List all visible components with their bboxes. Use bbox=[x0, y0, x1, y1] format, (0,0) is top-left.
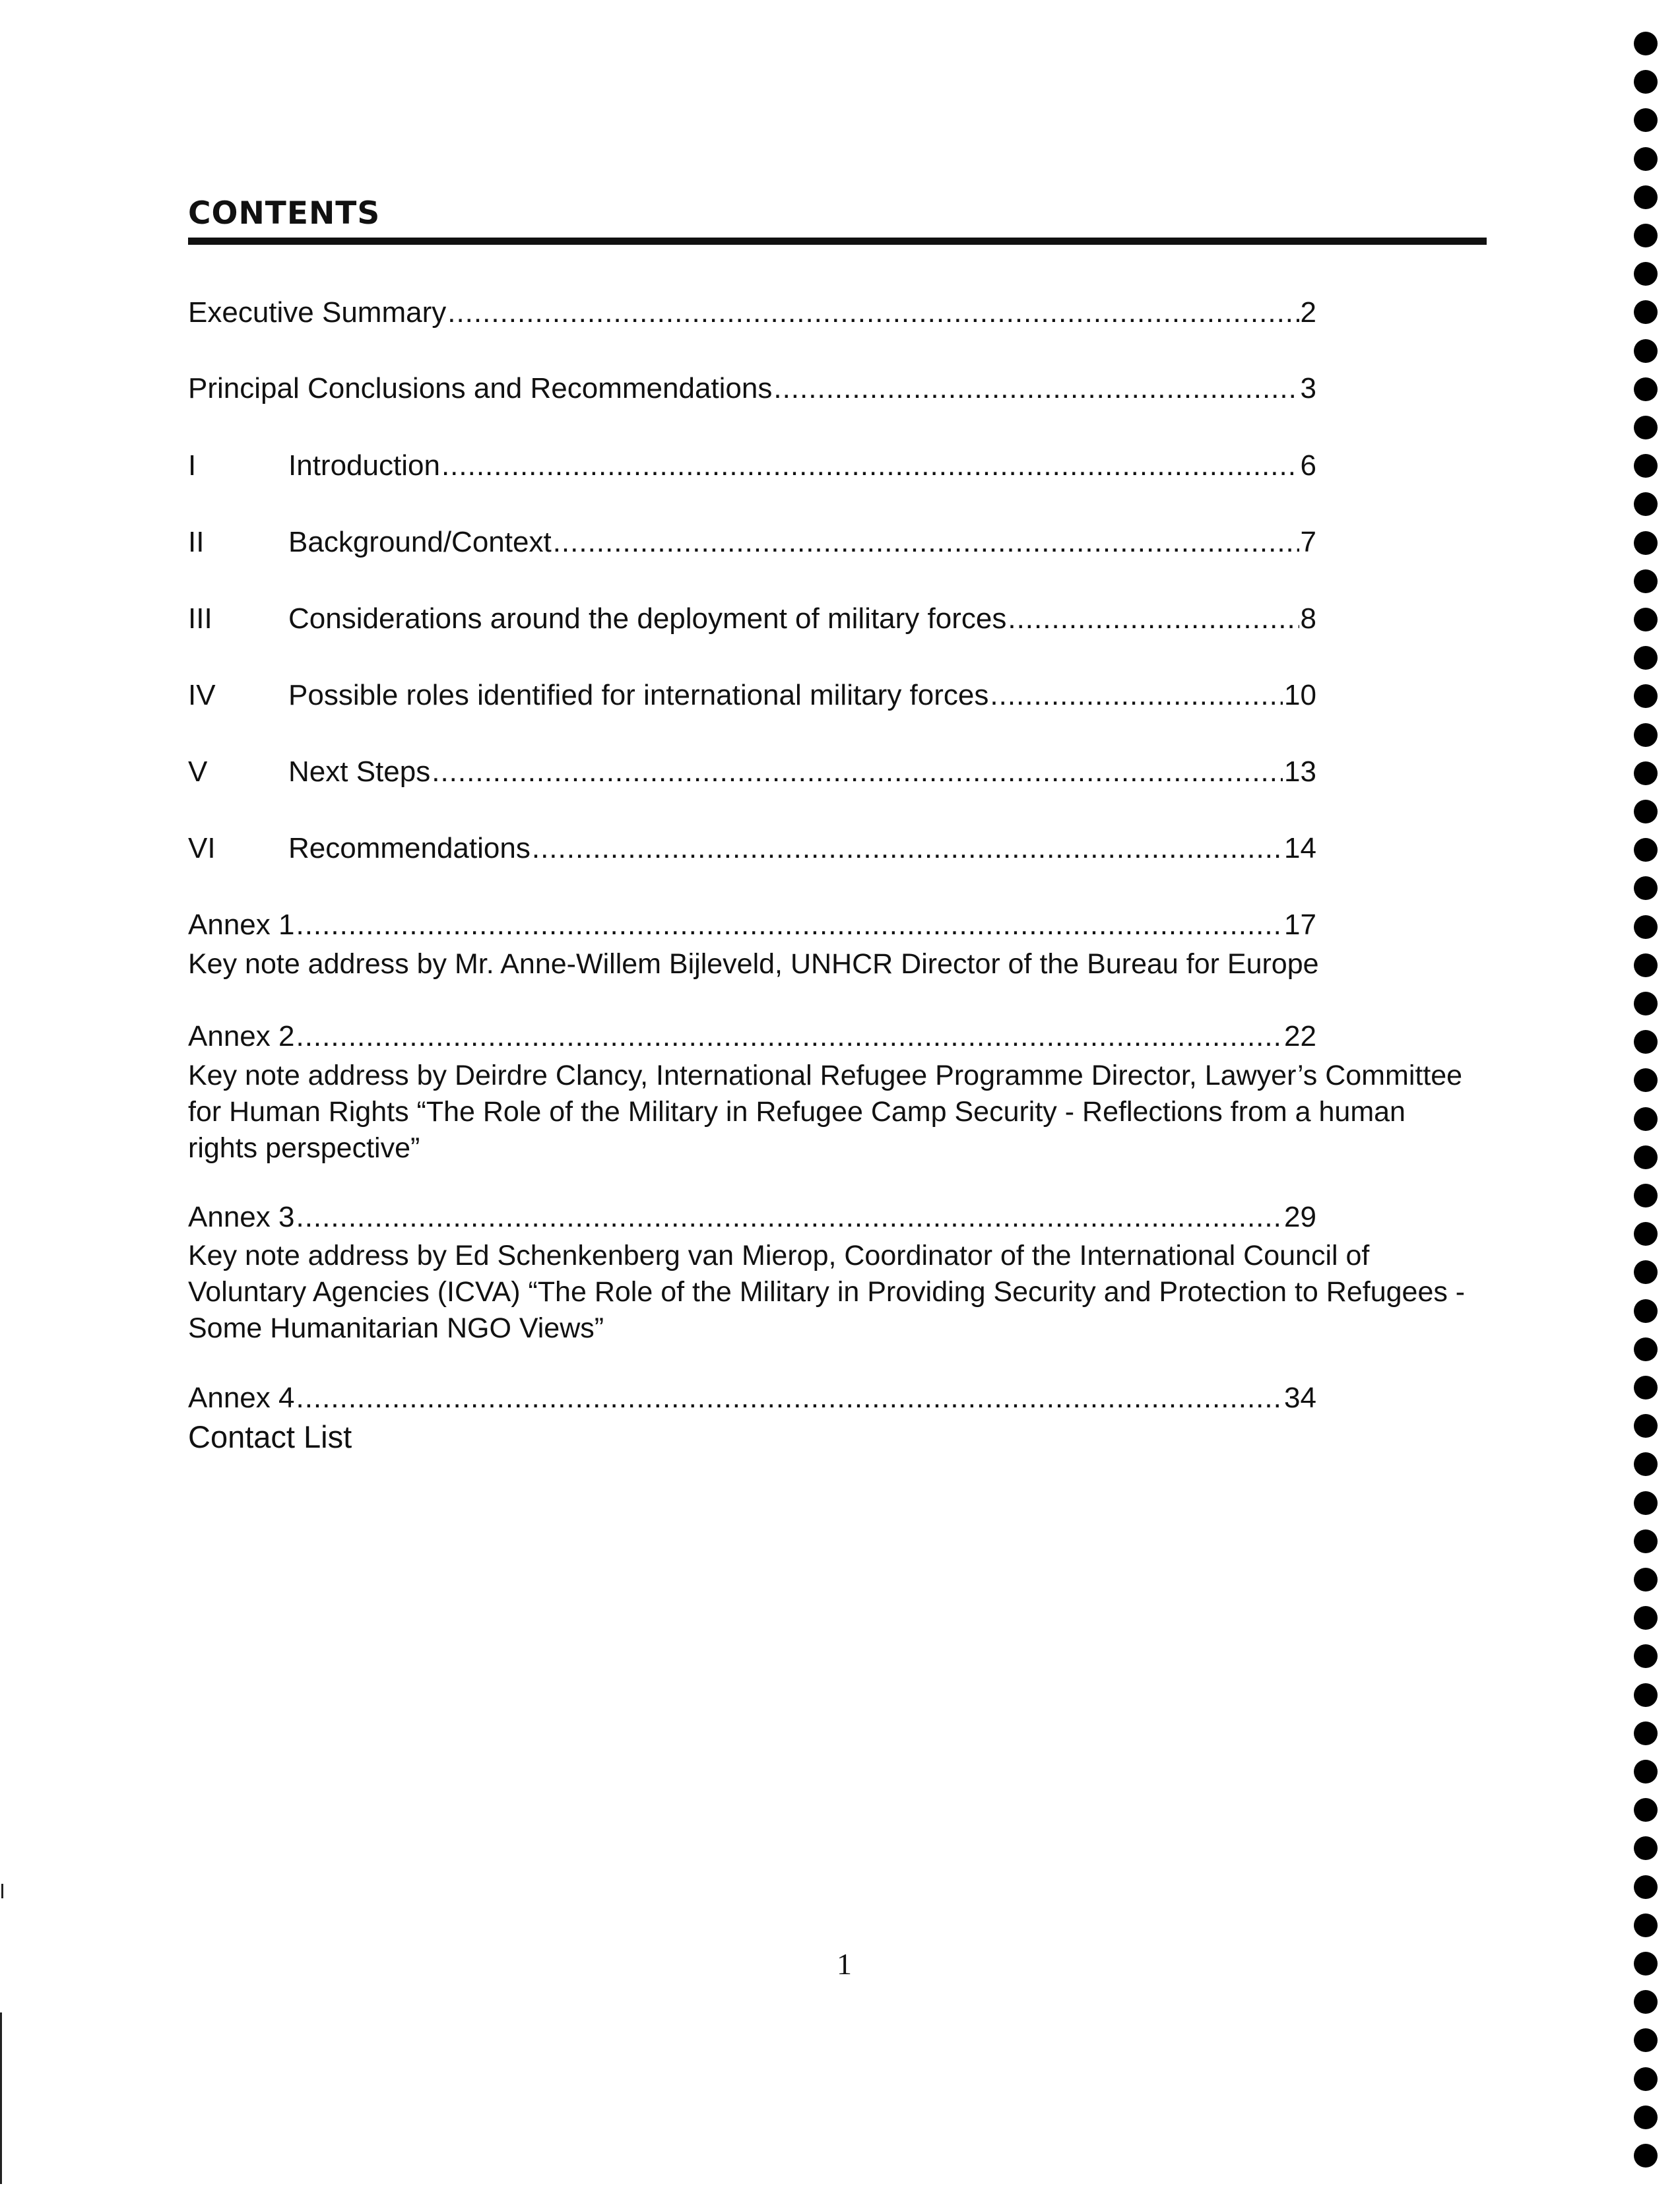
toc-entry-introduction[interactable] bbox=[188, 448, 1316, 484]
binding-holes bbox=[1634, 26, 1667, 2184]
toc-entry-page: 22 bbox=[1284, 1020, 1316, 1052]
toc-entry-recommendations[interactable] bbox=[188, 831, 1316, 866]
toc-entry-numeral: I bbox=[188, 449, 197, 482]
binding-hole bbox=[1634, 761, 1658, 785]
binding-hole bbox=[1634, 1260, 1658, 1284]
binding-hole bbox=[1634, 838, 1658, 862]
binding-hole bbox=[1634, 1529, 1658, 1553]
binding-hole bbox=[1634, 224, 1658, 247]
binding-hole bbox=[1634, 416, 1658, 439]
binding-hole bbox=[1634, 953, 1658, 977]
binding-hole bbox=[1634, 32, 1658, 55]
toc-entry-page: 14 bbox=[1284, 832, 1316, 864]
binding-hole bbox=[1634, 108, 1658, 132]
toc-entry-principal-conclusions[interactable] bbox=[188, 371, 1316, 406]
toc-entry-page: 13 bbox=[1284, 755, 1316, 788]
toc-entry-label: Background/Context bbox=[288, 526, 552, 558]
toc-entry-label: Principal Conclusions and Recommendations bbox=[188, 372, 773, 404]
binding-hole bbox=[1634, 300, 1658, 324]
binding-hole bbox=[1634, 1990, 1658, 2014]
binding-hole bbox=[1634, 876, 1658, 900]
binding-hole bbox=[1634, 185, 1658, 209]
binding-hole bbox=[1634, 1452, 1658, 1476]
scan-edge-mark bbox=[1, 1884, 3, 1898]
binding-hole bbox=[1634, 2028, 1658, 2052]
binding-hole bbox=[1634, 339, 1658, 363]
toc-entry-numeral: II bbox=[188, 526, 205, 558]
toc-leader-dots bbox=[553, 525, 1299, 560]
toc-entry-label: Annex 3 bbox=[188, 1201, 295, 1233]
toc-entry-page: 6 bbox=[1300, 449, 1316, 482]
toc-leader-dots bbox=[432, 754, 1283, 790]
binding-hole bbox=[1634, 1568, 1658, 1591]
toc-entry-label: Next Steps bbox=[288, 755, 431, 788]
binding-hole bbox=[1634, 531, 1658, 555]
binding-hole bbox=[1634, 569, 1658, 593]
binding-hole bbox=[1634, 454, 1658, 478]
toc-entry-page: 10 bbox=[1284, 679, 1316, 711]
binding-hole bbox=[1634, 377, 1658, 401]
binding-hole bbox=[1634, 915, 1658, 939]
annex-description: Key note address by Mr. Anne-Willem Bijleveld, UNHCR Director of the Bureau for Europe bbox=[188, 948, 1319, 980]
binding-hole bbox=[1634, 608, 1658, 631]
binding-hole bbox=[1634, 1184, 1658, 1207]
toc-entry-annex-1[interactable] bbox=[188, 907, 1316, 943]
toc-leader-dots bbox=[990, 678, 1283, 713]
binding-hole bbox=[1634, 1337, 1658, 1361]
binding-hole bbox=[1634, 2144, 1658, 2168]
binding-hole bbox=[1634, 1414, 1658, 1438]
binding-hole bbox=[1634, 1606, 1658, 1630]
toc-entry-page: 17 bbox=[1284, 909, 1316, 941]
binding-hole bbox=[1634, 1721, 1658, 1745]
binding-hole bbox=[1634, 262, 1658, 286]
binding-hole bbox=[1634, 723, 1658, 747]
binding-hole bbox=[1634, 1644, 1658, 1668]
page-title: CONTENTS bbox=[188, 195, 381, 232]
toc-entry-page: 8 bbox=[1300, 602, 1316, 635]
toc-entry-page: 7 bbox=[1300, 526, 1316, 558]
toc-entry-possible-roles[interactable] bbox=[188, 678, 1316, 713]
toc-entry-label: Annex 1 bbox=[188, 909, 295, 941]
scan-edge-mark bbox=[0, 2012, 2, 2184]
toc-leader-dots bbox=[296, 1380, 1283, 1416]
toc-leader-dots bbox=[441, 448, 1299, 484]
toc-entry-label: Introduction bbox=[288, 449, 440, 482]
annex-description: Key note address by Deirdre Clancy, International Refugee Programme Director, Lawyer’s Committee for Human Rights “The Role of the Military in Refugee Camp Security - Reflections from a human rights perspective” bbox=[188, 1060, 1463, 1164]
binding-hole bbox=[1634, 1299, 1658, 1323]
toc-entry-label: Annex 2 bbox=[188, 1020, 295, 1052]
binding-hole bbox=[1634, 1836, 1658, 1860]
binding-hole bbox=[1634, 147, 1658, 171]
binding-hole bbox=[1634, 1030, 1658, 1054]
page-number: 1 bbox=[837, 1947, 852, 1981]
binding-hole bbox=[1634, 1107, 1658, 1131]
binding-hole bbox=[1634, 1683, 1658, 1707]
toc-leader-dots bbox=[1008, 601, 1299, 637]
toc-entry-page: 3 bbox=[1300, 372, 1316, 404]
binding-hole bbox=[1634, 70, 1658, 94]
title-rule bbox=[188, 238, 1487, 245]
binding-hole bbox=[1634, 800, 1658, 823]
binding-hole bbox=[1634, 1760, 1658, 1784]
toc-leader-dots bbox=[296, 1200, 1283, 1235]
toc-entry-numeral: IV bbox=[188, 679, 216, 711]
binding-hole bbox=[1634, 1068, 1658, 1092]
toc-leader-dots bbox=[296, 907, 1283, 943]
annex-description: Contact List bbox=[188, 1419, 352, 1454]
binding-hole bbox=[1634, 2106, 1658, 2129]
binding-hole bbox=[1634, 1376, 1658, 1399]
toc-entry-page: 29 bbox=[1284, 1201, 1316, 1233]
toc-entry-label: Considerations around the deployment of military forces bbox=[288, 602, 1007, 635]
toc-entry-numeral: VI bbox=[188, 832, 216, 864]
binding-hole bbox=[1634, 1952, 1658, 1976]
toc-entry-annex-2[interactable] bbox=[188, 1019, 1316, 1054]
binding-hole bbox=[1634, 992, 1658, 1015]
toc-entry-considerations[interactable] bbox=[188, 601, 1316, 637]
binding-hole bbox=[1634, 1913, 1658, 1937]
toc-entry-next-steps[interactable] bbox=[188, 754, 1316, 790]
toc-leader-dots bbox=[532, 831, 1283, 866]
annex-description: Key note address by Ed Schenkenberg van Mierop, Coordinator of the International Council of Voluntary Agencies (ICVA) “The Role of the Military in Providing Security and Protection to Refugees - Some Humanitarian NGO Views” bbox=[188, 1240, 1466, 1344]
toc-leader-dots bbox=[447, 295, 1299, 331]
toc-entry-page: 2 bbox=[1300, 296, 1316, 329]
toc-entry-numeral: III bbox=[188, 602, 212, 635]
toc-entry-annex-4[interactable] bbox=[188, 1380, 1316, 1416]
toc-entry-numeral: V bbox=[188, 755, 208, 788]
binding-hole bbox=[1634, 646, 1658, 670]
toc-leader-dots bbox=[773, 371, 1299, 406]
toc-entry-page: 34 bbox=[1284, 1382, 1316, 1414]
toc-entry-label: Executive Summary bbox=[188, 296, 447, 329]
binding-hole bbox=[1634, 2067, 1658, 2091]
binding-hole bbox=[1634, 1145, 1658, 1169]
toc-entry-executive-summary[interactable] bbox=[188, 295, 1316, 331]
toc-entry-annex-3[interactable] bbox=[188, 1200, 1316, 1235]
toc-entry-label: Annex 4 bbox=[188, 1382, 295, 1414]
binding-hole bbox=[1634, 1798, 1658, 1822]
toc-leader-dots bbox=[296, 1019, 1283, 1054]
toc-entry-label: Possible roles identified for international military forces bbox=[288, 679, 989, 711]
binding-hole bbox=[1634, 1875, 1658, 1899]
binding-hole bbox=[1634, 1222, 1658, 1246]
binding-hole bbox=[1634, 492, 1658, 516]
binding-hole bbox=[1634, 684, 1658, 708]
binding-hole bbox=[1634, 1491, 1658, 1515]
toc-entry-label: Recommendations bbox=[288, 832, 531, 864]
toc-entry-background[interactable] bbox=[188, 525, 1316, 560]
